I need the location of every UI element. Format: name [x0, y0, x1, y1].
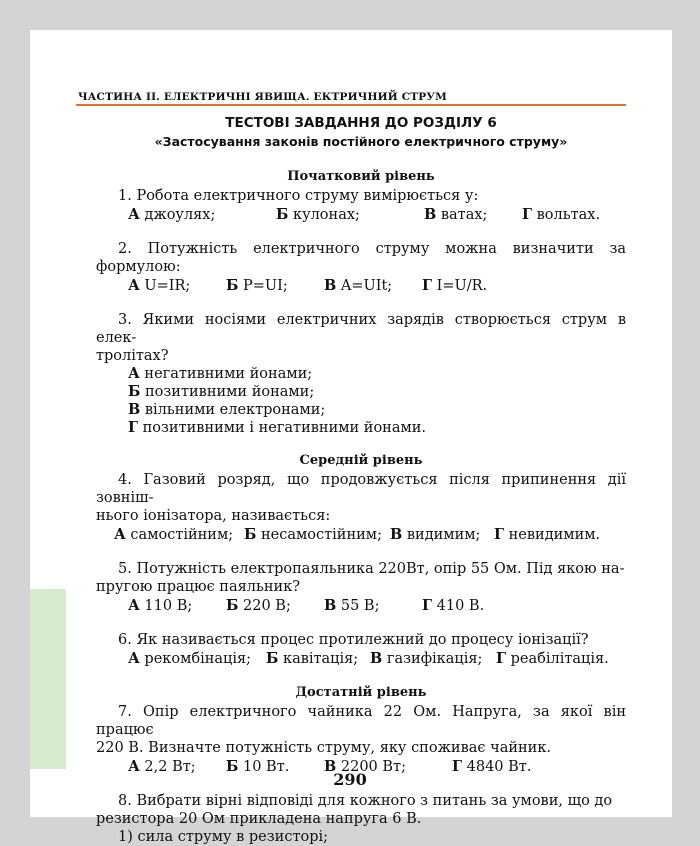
answer-row-2 — [96, 276, 626, 296]
answer-option: Б P=UI; — [226, 277, 288, 294]
answer-option: Г 410 В. — [422, 597, 485, 614]
question-8-sub-1: 1) сила струму в резисторі; — [118, 829, 329, 845]
answer-option: Б 220 В; — [226, 597, 291, 614]
level-heading-initial: Початковий рівень — [287, 169, 435, 184]
question-4-line-1: 4. Газовий розряд, що продовжується після припинення дії зовніш- — [96, 472, 626, 506]
question-5-line-2: пругою працює паяльник? — [96, 579, 301, 595]
answer-option: Б несамостійним; — [244, 526, 382, 543]
level-heading-sufficient: Достатній рівень — [295, 685, 427, 700]
answer-option: Б кулонах; — [276, 206, 360, 223]
question-3-line-1: 3. Якими носіями електричних зарядів створюється струм в елек- — [96, 312, 626, 346]
answer-option: А рекомбінація; — [128, 650, 252, 667]
answer-option: А U=IR; — [128, 277, 191, 294]
running-head: ЧАСТИНА ІІ. ЕЛЕКТРИЧНІ ЯВИЩА. ЕКТРИЧНИЙ СТРУМ — [78, 91, 447, 103]
answer-option: Г невидимим. — [494, 526, 601, 543]
answer-option: В 55 В; — [324, 597, 380, 614]
answer-option: А самостійним; — [114, 526, 234, 543]
answer-row-1 — [96, 205, 626, 225]
question-2: 2. Потужність електричного струму можна визначити за формулою: — [96, 241, 626, 275]
answer-option: Б позитивними йонами; — [128, 383, 315, 400]
answer-option: А негативними йонами; — [128, 365, 313, 382]
answer-option: А 110 В; — [128, 597, 193, 614]
question-7 — [96, 703, 626, 757]
answer-option: В видимим; — [390, 526, 481, 543]
answer-option: Г позитивними і негативними йонами. — [128, 419, 427, 436]
section-title: ТЕСТОВІ ЗАВДАННЯ ДО РОЗДІЛУ 6 — [225, 115, 497, 131]
page-number: 290 — [333, 770, 367, 789]
answer-row-4 — [96, 525, 626, 545]
question-7-line-2: 220 В. Визначте потужність струму, яку споживає чайник. — [96, 740, 552, 756]
answer-option: Г реабілітація. — [496, 650, 609, 667]
question-3-line-2: тролітах? — [96, 348, 169, 364]
answer-option: Г вольтах. — [522, 206, 601, 223]
question-5 — [96, 560, 626, 596]
answer-option: Б 10 Вт. — [226, 758, 290, 775]
answer-option: Г 4840 Вт. — [452, 758, 532, 775]
answer-option: А джоулях; — [128, 206, 216, 223]
question-5-line-1: 5. Потужність електропаяльника 220Вт, опір 55 Ом. Під якою на- — [118, 561, 625, 577]
level-heading-middle: Середній рівень — [299, 453, 423, 468]
question-3 — [96, 311, 626, 365]
header-rule — [76, 104, 626, 106]
question-7-line-1: 7. Опір електричного чайника 22 Ом. Напруга, за якої він працює — [96, 704, 626, 738]
question-4-line-2: нього іонізатора, називається: — [96, 508, 331, 524]
answer-list-3 — [128, 365, 626, 437]
margin-tab — [30, 589, 66, 769]
answer-option: В газифікація; — [370, 650, 483, 667]
answer-option: В ватах; — [424, 206, 488, 223]
section-subtitle: «Застосування законів постійного електричного струму» — [154, 134, 568, 149]
answer-row-6 — [96, 649, 626, 669]
answer-option: В вільними електронами; — [128, 401, 326, 418]
question-4 — [96, 471, 626, 525]
answer-row-5 — [96, 596, 626, 616]
answer-option: А 2,2 Вт; — [128, 758, 196, 775]
answer-option: В A=UIt; — [324, 277, 393, 294]
question-6: 6. Як називається процес протилежний до процесу іонізації? — [118, 632, 589, 648]
page-content — [96, 113, 626, 846]
answer-option: Г I=U/R. — [422, 277, 488, 294]
question-1: 1. Робота електричного струму вимірюється у: — [118, 188, 479, 204]
answer-option: Б кавітація; — [266, 650, 359, 667]
question-8 — [96, 792, 626, 846]
question-8-line-2: резистора 20 Ом прикладена напруга 6 В. — [96, 811, 422, 827]
answer-option: В 2200 Вт; — [324, 758, 406, 775]
question-8-line-1: 8. Вибрати вірні відповіді для кожного з питань за умови, що до — [118, 793, 613, 809]
